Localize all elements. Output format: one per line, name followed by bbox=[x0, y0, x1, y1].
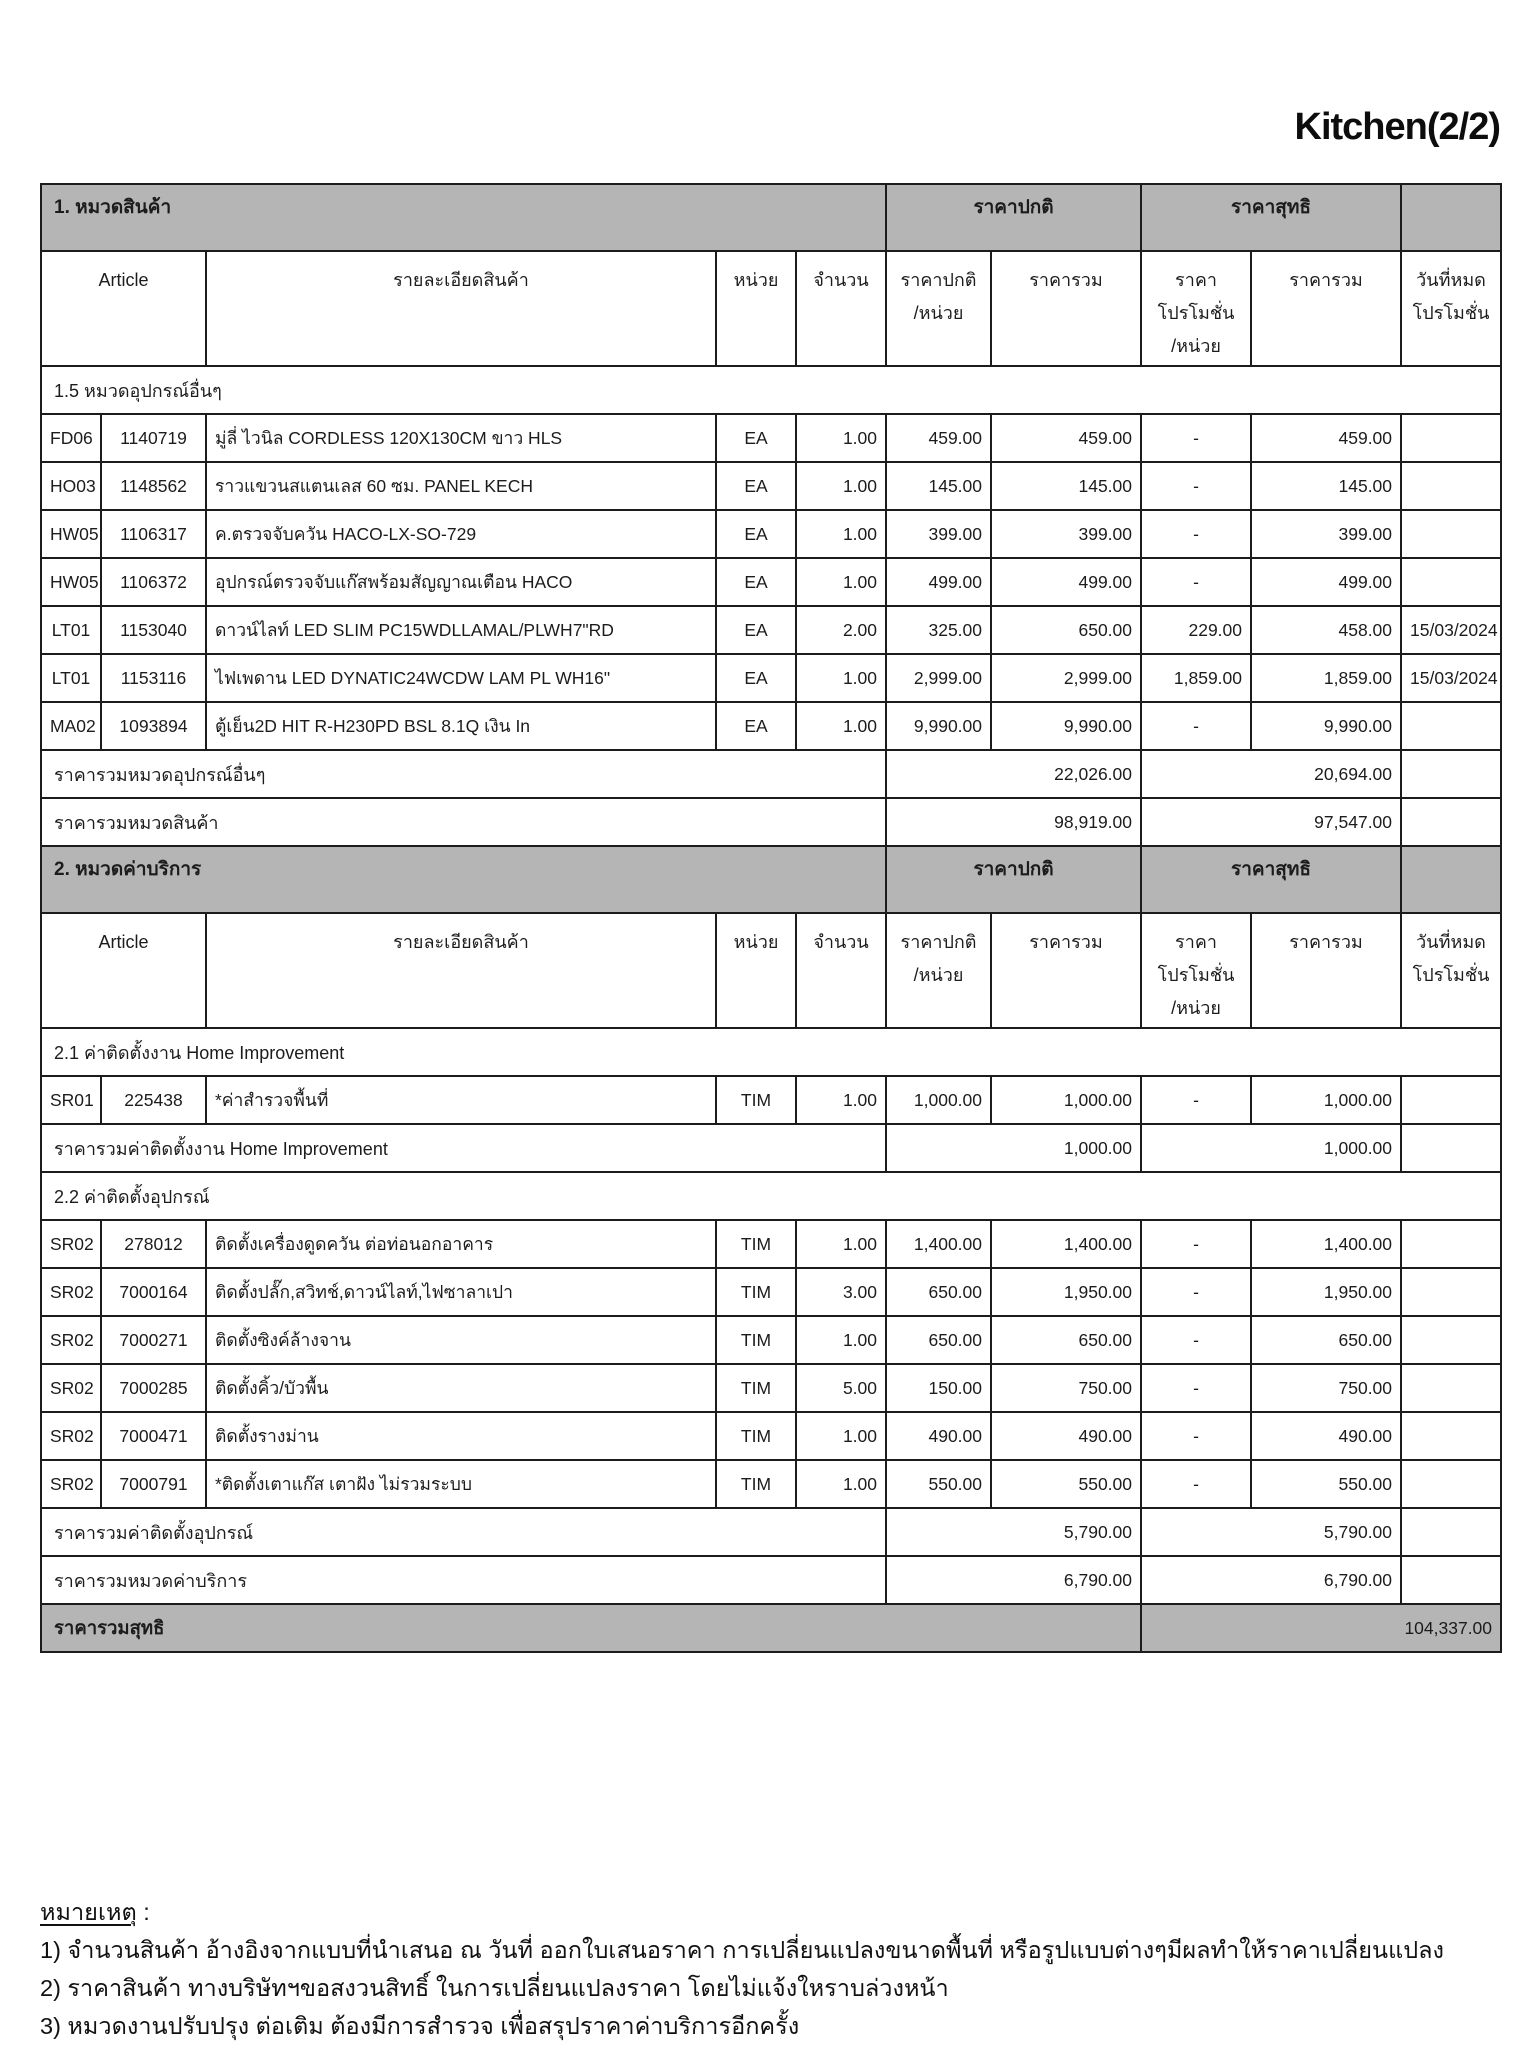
promo-end-date-cell bbox=[1401, 702, 1501, 750]
subtotal-normal-total-cell: 5,790.00 bbox=[886, 1508, 1141, 1556]
promo-end-date-cell bbox=[1401, 1364, 1501, 1412]
col-header-description: รายละเอียดสินค้า bbox=[206, 913, 716, 1028]
article-code-cell: SR02 bbox=[41, 1316, 101, 1364]
quantity-cell: 1.00 bbox=[796, 1076, 886, 1124]
col-header-promo-end-line: วันที่หมด bbox=[1416, 270, 1486, 290]
table-row-item bbox=[41, 1268, 1501, 1316]
promo-end-date-cell: 15/03/2024 bbox=[1401, 606, 1501, 654]
table-row-item bbox=[41, 462, 1501, 510]
unit-price-cell: 2,999.00 bbox=[886, 654, 991, 702]
table-row-subtotal bbox=[41, 798, 1501, 846]
total-price-cell: 459.00 bbox=[991, 414, 1141, 462]
promo-total-cell: 490.00 bbox=[1251, 1412, 1401, 1460]
description-cell: ติดตั้งรางม่าน bbox=[206, 1412, 716, 1460]
article-number-cell: 7000471 bbox=[101, 1412, 206, 1460]
grand-total-label-cell: ราคารวมสุทธิ bbox=[41, 1604, 1141, 1652]
col-header-unit: หน่วย bbox=[716, 913, 796, 1028]
col-header-promo-price-line: โปรโมชั่น bbox=[1157, 965, 1235, 985]
table-row-subtotal bbox=[41, 1508, 1501, 1556]
article-number-cell: 225438 bbox=[101, 1076, 206, 1124]
col-header-article: Article bbox=[41, 913, 206, 1028]
promo-total-cell: 9,990.00 bbox=[1251, 702, 1401, 750]
article-code-cell: SR02 bbox=[41, 1412, 101, 1460]
subtotal-empty-cell bbox=[1401, 1124, 1501, 1172]
total-price-cell: 650.00 bbox=[991, 1316, 1141, 1364]
page-title: Kitchen(2/2) bbox=[1294, 106, 1500, 148]
total-price-cell: 1,400.00 bbox=[991, 1220, 1141, 1268]
quantity-cell: 1.00 bbox=[796, 654, 886, 702]
promo-end-date-cell bbox=[1401, 1412, 1501, 1460]
promo-price-cell: - bbox=[1141, 462, 1251, 510]
promo-price-cell: - bbox=[1141, 1316, 1251, 1364]
description-cell: อุปกรณ์ตรวจจับแก๊สพร้อมสัญญาณเตือน HACO bbox=[206, 558, 716, 606]
unit-cell: TIM bbox=[716, 1460, 796, 1508]
subtotal-net-total-cell: 20,694.00 bbox=[1141, 750, 1401, 798]
unit-cell: TIM bbox=[716, 1220, 796, 1268]
grand-total-value-cell: 104,337.00 bbox=[1141, 1604, 1501, 1652]
description-cell: *ค่าสำรวจพื้นที่ bbox=[206, 1076, 716, 1124]
subtotal-net-total-cell: 5,790.00 bbox=[1141, 1508, 1401, 1556]
col-header-unit-price-line: /หน่วย bbox=[913, 303, 964, 323]
normal-price-band-header: ราคาปกติ bbox=[886, 184, 1141, 251]
promo-total-cell: 650.00 bbox=[1251, 1316, 1401, 1364]
subtotal-empty-cell bbox=[1401, 1508, 1501, 1556]
unit-price-cell: 499.00 bbox=[886, 558, 991, 606]
table-row-item bbox=[41, 1076, 1501, 1124]
subtotal-label-cell: ราคารวมค่าติดตั้งอุปกรณ์ bbox=[41, 1508, 886, 1556]
table-row-section bbox=[41, 366, 1501, 414]
unit-price-cell: 9,990.00 bbox=[886, 702, 991, 750]
table-row-grand bbox=[41, 1604, 1501, 1652]
notes-block bbox=[40, 1893, 1500, 2045]
table-row-item bbox=[41, 1316, 1501, 1364]
article-code-cell: LT01 bbox=[41, 606, 101, 654]
col-header-promo-end-line: โปรโมชั่น bbox=[1412, 965, 1490, 985]
subtotal-label-cell: ราคารวมค่าติดตั้งงาน Home Improvement bbox=[41, 1124, 886, 1172]
description-cell: ราวแขวนสแตนเลส 60 ซม. PANEL KECH bbox=[206, 462, 716, 510]
total-price-cell: 650.00 bbox=[991, 606, 1141, 654]
promo-total-cell: 1,859.00 bbox=[1251, 654, 1401, 702]
table-row-section bbox=[41, 1172, 1501, 1220]
total-price-cell: 399.00 bbox=[991, 510, 1141, 558]
category-band-label: 1. หมวดสินค้า bbox=[41, 184, 886, 251]
subtotal-normal-total-cell: 98,919.00 bbox=[886, 798, 1141, 846]
promo-price-cell: - bbox=[1141, 414, 1251, 462]
article-code-cell: FD06 bbox=[41, 414, 101, 462]
subtotal-empty-cell bbox=[1401, 1556, 1501, 1604]
section-label: 2.1 ค่าติดตั้งงาน Home Improvement bbox=[41, 1028, 1501, 1076]
col-header-promo-price-line: โปรโมชั่น bbox=[1157, 303, 1235, 323]
unit-cell: EA bbox=[716, 510, 796, 558]
col-header-unit-price bbox=[886, 913, 991, 1028]
article-code-cell: SR02 bbox=[41, 1460, 101, 1508]
description-cell: ตู้เย็น2D HIT R-H230PD BSL 8.1Q เงิน In bbox=[206, 702, 716, 750]
description-cell: ติดตั้งซิงค์ล้างจาน bbox=[206, 1316, 716, 1364]
col-header-promo-end bbox=[1401, 913, 1501, 1028]
promo-end-date-cell bbox=[1401, 558, 1501, 606]
quantity-cell: 1.00 bbox=[796, 558, 886, 606]
col-header-total: ราคารวม bbox=[991, 913, 1141, 1028]
promo-end-date-cell bbox=[1401, 1460, 1501, 1508]
subtotal-normal-total-cell: 22,026.00 bbox=[886, 750, 1141, 798]
subtotal-normal-total-cell: 6,790.00 bbox=[886, 1556, 1141, 1604]
article-code-cell: SR02 bbox=[41, 1268, 101, 1316]
promo-price-cell: - bbox=[1141, 1220, 1251, 1268]
promo-end-date-cell bbox=[1401, 510, 1501, 558]
col-header-description: รายละเอียดสินค้า bbox=[206, 251, 716, 366]
table-row-subtotal bbox=[41, 750, 1501, 798]
description-cell: ติดตั้งปลั๊ก,สวิทช์,ดาวน์ไลท์,ไฟซาลาเปา bbox=[206, 1268, 716, 1316]
subtotal-label-cell: ราคารวมหมวดอุปกรณ์อื่นๆ bbox=[41, 750, 886, 798]
table-row-item bbox=[41, 510, 1501, 558]
description-cell: ดาวน์ไลท์ LED SLIM PC15WDLLAMAL/PLWH7"RD bbox=[206, 606, 716, 654]
table-row-section bbox=[41, 1028, 1501, 1076]
subtotal-empty-cell bbox=[1401, 750, 1501, 798]
col-header-promo-end-line: โปรโมชั่น bbox=[1412, 303, 1490, 323]
quantity-cell: 1.00 bbox=[796, 414, 886, 462]
table-row-item bbox=[41, 1364, 1501, 1412]
subtotal-normal-total-cell: 1,000.00 bbox=[886, 1124, 1141, 1172]
unit-cell: TIM bbox=[716, 1076, 796, 1124]
article-code-cell: SR02 bbox=[41, 1364, 101, 1412]
quantity-cell: 1.00 bbox=[796, 462, 886, 510]
unit-price-cell: 1,000.00 bbox=[886, 1076, 991, 1124]
article-number-cell: 1153040 bbox=[101, 606, 206, 654]
col-header-unit-price bbox=[886, 251, 991, 366]
note-line-3: 3) หมวดงานปรับปรุง ต่อเติม ต้องมีการสำรวจ เพื่อสรุปราคาค่าบริการอีกครั้ง bbox=[40, 2013, 800, 2039]
unit-price-cell: 150.00 bbox=[886, 1364, 991, 1412]
col-header-total: ราคารวม bbox=[991, 251, 1141, 366]
col-header-promo-price-line: /หน่วย bbox=[1171, 336, 1221, 356]
promo-total-cell: 1,950.00 bbox=[1251, 1268, 1401, 1316]
note-line-2: 2) ราคาสินค้า ทางบริษัทฯขอสงวนสิทธิ์ ในการเปลี่ยนแปลงราคา โดยไม่แจ้งใหราบล่วงหน้า bbox=[40, 1975, 949, 2001]
quantity-cell: 2.00 bbox=[796, 606, 886, 654]
promo-price-cell: - bbox=[1141, 510, 1251, 558]
col-header-quantity: จำนวน bbox=[796, 251, 886, 366]
unit-cell: EA bbox=[716, 606, 796, 654]
promo-total-cell: 399.00 bbox=[1251, 510, 1401, 558]
article-number-cell: 7000164 bbox=[101, 1268, 206, 1316]
net-price-band-header: ราคาสุทธิ bbox=[1141, 184, 1401, 251]
article-code-cell: SR02 bbox=[41, 1220, 101, 1268]
article-number-cell: 278012 bbox=[101, 1220, 206, 1268]
article-number-cell: 1153116 bbox=[101, 654, 206, 702]
promo-price-cell: - bbox=[1141, 1412, 1251, 1460]
table-row-band bbox=[41, 846, 1501, 913]
quantity-cell: 5.00 bbox=[796, 1364, 886, 1412]
promo-total-cell: 1,400.00 bbox=[1251, 1220, 1401, 1268]
net-price-band-header: ราคาสุทธิ bbox=[1141, 846, 1401, 913]
promo-end-date-cell bbox=[1401, 1268, 1501, 1316]
total-price-cell: 499.00 bbox=[991, 558, 1141, 606]
promo-total-cell: 1,000.00 bbox=[1251, 1076, 1401, 1124]
promo-end-date-cell bbox=[1401, 1316, 1501, 1364]
description-cell: ไฟเพดาน LED DYNATIC24WCDW LAM PL WH16" bbox=[206, 654, 716, 702]
promo-price-cell: - bbox=[1141, 1076, 1251, 1124]
table-row-item bbox=[41, 414, 1501, 462]
col-header-promo-end-line: วันที่หมด bbox=[1416, 932, 1486, 952]
total-price-cell: 750.00 bbox=[991, 1364, 1141, 1412]
description-cell: ติดตั้งเครื่องดูดควัน ต่อท่อนอกอาคาร bbox=[206, 1220, 716, 1268]
article-number-cell: 7000271 bbox=[101, 1316, 206, 1364]
promo-total-cell: 458.00 bbox=[1251, 606, 1401, 654]
article-number-cell: 1140719 bbox=[101, 414, 206, 462]
unit-price-cell: 650.00 bbox=[886, 1316, 991, 1364]
col-header-promo-price bbox=[1141, 251, 1251, 366]
table-row-item bbox=[41, 702, 1501, 750]
article-number-cell: 7000285 bbox=[101, 1364, 206, 1412]
promo-total-cell: 145.00 bbox=[1251, 462, 1401, 510]
quantity-cell: 1.00 bbox=[796, 1316, 886, 1364]
table-row-item bbox=[41, 654, 1501, 702]
category-band-label: 2. หมวดค่าบริการ bbox=[41, 846, 886, 913]
unit-cell: TIM bbox=[716, 1412, 796, 1460]
promo-price-cell: - bbox=[1141, 1460, 1251, 1508]
normal-price-band-header: ราคาปกติ bbox=[886, 846, 1141, 913]
promo-end-date-cell bbox=[1401, 462, 1501, 510]
table-row-item bbox=[41, 558, 1501, 606]
total-price-cell: 9,990.00 bbox=[991, 702, 1141, 750]
promo-end-date-cell bbox=[1401, 1076, 1501, 1124]
unit-price-cell: 1,400.00 bbox=[886, 1220, 991, 1268]
table-row-heads bbox=[41, 913, 1501, 1028]
article-code-cell: MA02 bbox=[41, 702, 101, 750]
article-code-cell: LT01 bbox=[41, 654, 101, 702]
promo-price-cell: - bbox=[1141, 702, 1251, 750]
unit-cell: EA bbox=[716, 462, 796, 510]
col-header-promo-price-line: ราคา bbox=[1175, 932, 1217, 952]
promo-total-cell: 550.00 bbox=[1251, 1460, 1401, 1508]
quantity-cell: 1.00 bbox=[796, 1220, 886, 1268]
subtotal-empty-cell bbox=[1401, 798, 1501, 846]
quantity-cell: 3.00 bbox=[796, 1268, 886, 1316]
article-number-cell: 1106317 bbox=[101, 510, 206, 558]
unit-cell: EA bbox=[716, 558, 796, 606]
unit-price-cell: 145.00 bbox=[886, 462, 991, 510]
table-row-heads bbox=[41, 251, 1501, 366]
unit-cell: TIM bbox=[716, 1364, 796, 1412]
quantity-cell: 1.00 bbox=[796, 510, 886, 558]
quantity-cell: 1.00 bbox=[796, 1460, 886, 1508]
col-header-promo-price bbox=[1141, 913, 1251, 1028]
article-number-cell: 7000791 bbox=[101, 1460, 206, 1508]
table-row-item bbox=[41, 606, 1501, 654]
article-number-cell: 1093894 bbox=[101, 702, 206, 750]
article-number-cell: 1106372 bbox=[101, 558, 206, 606]
col-header-unit: หน่วย bbox=[716, 251, 796, 366]
table-row-subtotal bbox=[41, 1124, 1501, 1172]
subtotal-net-total-cell: 6,790.00 bbox=[1141, 1556, 1401, 1604]
unit-price-cell: 550.00 bbox=[886, 1460, 991, 1508]
total-price-cell: 145.00 bbox=[991, 462, 1141, 510]
promo-end-date-cell: 15/03/2024 bbox=[1401, 654, 1501, 702]
section-label: 2.2 ค่าติดตั้งอุปกรณ์ bbox=[41, 1172, 1501, 1220]
description-cell: ติดตั้งคิ้ว/บัวพื้น bbox=[206, 1364, 716, 1412]
subtotal-label-cell: ราคารวมหมวดค่าบริการ bbox=[41, 1556, 886, 1604]
quotation-table bbox=[40, 183, 1502, 1653]
total-price-cell: 490.00 bbox=[991, 1412, 1141, 1460]
promo-price-cell: - bbox=[1141, 558, 1251, 606]
promo-end-date-cell bbox=[1401, 414, 1501, 462]
unit-cell: EA bbox=[716, 414, 796, 462]
subtotal-net-total-cell: 1,000.00 bbox=[1141, 1124, 1401, 1172]
table-row-item bbox=[41, 1220, 1501, 1268]
table-row-subtotal bbox=[41, 1556, 1501, 1604]
col-header-promo-price-line: ราคา bbox=[1175, 270, 1217, 290]
description-cell: ค.ตรวจจับควัน HACO-LX-SO-729 bbox=[206, 510, 716, 558]
col-header-promo-total: ราคารวม bbox=[1251, 913, 1401, 1028]
section-label: 1.5 หมวดอุปกรณ์อื่นๆ bbox=[41, 366, 1501, 414]
col-header-promo-end bbox=[1401, 251, 1501, 366]
promo-price-cell: - bbox=[1141, 1268, 1251, 1316]
promo-end-date-cell bbox=[1401, 1220, 1501, 1268]
promo-total-cell: 459.00 bbox=[1251, 414, 1401, 462]
notes-heading-text: หมายเหตุ bbox=[40, 1899, 137, 1925]
total-price-cell: 2,999.00 bbox=[991, 654, 1141, 702]
subtotal-net-total-cell: 97,547.00 bbox=[1141, 798, 1401, 846]
col-header-promo-price-line: /หน่วย bbox=[1171, 998, 1221, 1018]
unit-price-cell: 650.00 bbox=[886, 1268, 991, 1316]
col-header-quantity: จำนวน bbox=[796, 913, 886, 1028]
article-number-cell: 1148562 bbox=[101, 462, 206, 510]
article-code-cell: HW05 bbox=[41, 510, 101, 558]
subtotal-label-cell: ราคารวมหมวดสินค้า bbox=[41, 798, 886, 846]
col-header-unit-price-line: ราคาปกติ bbox=[900, 270, 977, 290]
total-price-cell: 1,000.00 bbox=[991, 1076, 1141, 1124]
unit-price-cell: 490.00 bbox=[886, 1412, 991, 1460]
unit-price-cell: 459.00 bbox=[886, 414, 991, 462]
unit-cell: EA bbox=[716, 702, 796, 750]
promo-price-cell: - bbox=[1141, 1364, 1251, 1412]
quantity-cell: 1.00 bbox=[796, 702, 886, 750]
promo-price-cell: 1,859.00 bbox=[1141, 654, 1251, 702]
unit-price-cell: 325.00 bbox=[886, 606, 991, 654]
notes-heading-colon: : bbox=[136, 1899, 150, 1925]
notes-heading bbox=[40, 1893, 1500, 1931]
col-header-unit-price-line: ราคาปกติ bbox=[900, 932, 977, 952]
article-code-cell: HW05 bbox=[41, 558, 101, 606]
unit-cell: EA bbox=[716, 654, 796, 702]
col-header-promo-total: ราคารวม bbox=[1251, 251, 1401, 366]
quantity-cell: 1.00 bbox=[796, 1412, 886, 1460]
band-empty-cell bbox=[1401, 846, 1501, 913]
band-empty-cell bbox=[1401, 184, 1501, 251]
article-code-cell: HO03 bbox=[41, 462, 101, 510]
table-row-item bbox=[41, 1460, 1501, 1508]
promo-total-cell: 499.00 bbox=[1251, 558, 1401, 606]
col-header-article: Article bbox=[41, 251, 206, 366]
note-line-1: 1) จำนวนสินค้า อ้างอิงจากแบบที่นำเสนอ ณ วันที่ ออกใบเสนอราคา การเปลี่ยนแปลงขนาดพื้นที่ หรือรูปแบบต่างๆมีผลทำให้ราคาเปลี่ยนแปลง bbox=[40, 1937, 1445, 1963]
table-row-band bbox=[41, 184, 1501, 251]
description-cell: *ติดตั้งเตาแก๊ส เตาฝัง ไม่รวมระบบ bbox=[206, 1460, 716, 1508]
unit-price-cell: 399.00 bbox=[886, 510, 991, 558]
table-row-item bbox=[41, 1412, 1501, 1460]
total-price-cell: 1,950.00 bbox=[991, 1268, 1141, 1316]
total-price-cell: 550.00 bbox=[991, 1460, 1141, 1508]
unit-cell: TIM bbox=[716, 1268, 796, 1316]
promo-total-cell: 750.00 bbox=[1251, 1364, 1401, 1412]
article-code-cell: SR01 bbox=[41, 1076, 101, 1124]
col-header-unit-price-line: /หน่วย bbox=[913, 965, 964, 985]
promo-price-cell: 229.00 bbox=[1141, 606, 1251, 654]
unit-cell: TIM bbox=[716, 1316, 796, 1364]
description-cell: มู่ลี่ ไวนิล CORDLESS 120X130CM ขาว HLS bbox=[206, 414, 716, 462]
